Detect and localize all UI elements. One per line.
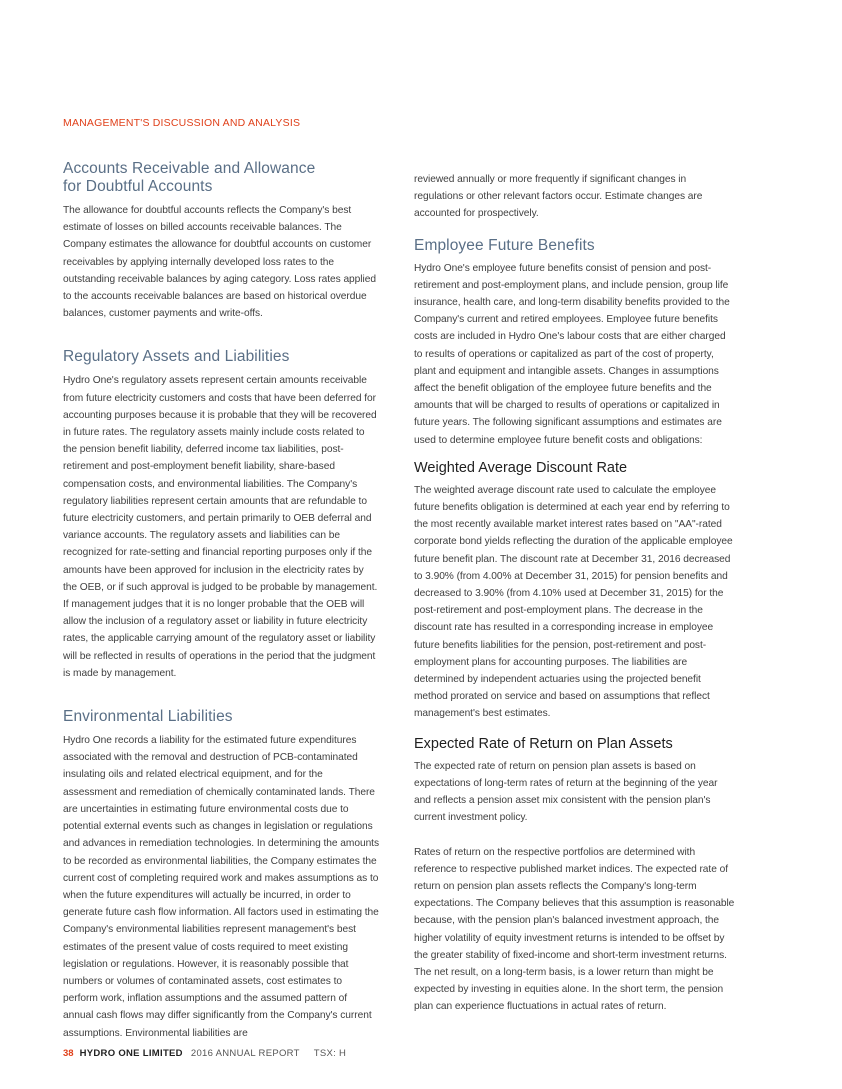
- footer-company: HYDRO ONE LIMITED: [79, 1048, 183, 1059]
- page-footer: [63, 1048, 346, 1059]
- paragraph-expected-return-1: The expected rate of return on pension plan assets is based on expectations of long-term rates of return at the beginning of the year and reflects a pension asset mix consistent with the pension plan's current investment policy.: [414, 760, 718, 824]
- footer-ticker: TSX: H: [313, 1048, 347, 1059]
- heading-accounts-receivable: Accounts Receivable and Allowance for Doubtful Accounts: [63, 160, 316, 195]
- paragraph-expected-return-2: Rates of return on the respective portfolios are determined with reference to respective published market indices. The expected rate of return on pension plan assets reflects the Company's long-term expectations. The Company believes that this assumption is reasonable because, with the pension plan's balanced investment approach, the higher volatility of equity investment returns is intended to be offset by the greater stability of fixed-income and short-term investment returns. The net result, on a long-term basis, is a lower return than might be expected by investing in equities alone. In the short term, the pension plan can experience fluctuations in actual rates of return.: [414, 846, 735, 1013]
- heading-discount-rate: Weighted Average Discount Rate: [414, 459, 628, 476]
- page-number: 38: [63, 1048, 74, 1059]
- section-header: MANAGEMENT'S DISCUSSION AND ANALYSIS: [63, 117, 301, 129]
- heading-expected-return: Expected Rate of Return on Plan Assets: [414, 735, 673, 752]
- paragraph-continued: reviewed annually or more frequently if significant changes in regulations or other relevant factors occur. Estimate changes are accounted for prospectively.: [414, 174, 703, 220]
- heading-regulatory-assets: Regulatory Assets and Liabilities: [63, 348, 290, 366]
- paragraph-employee-future-benefits: Hydro One's employee future benefits consist of pension and post-retirement and post-employment plans, and include pension, group life insurance, health care, and long-term disability benefits provided to the Company's current and retired employees. Employee future benefits costs are included in Hydro One's labour costs that are either charged to results of operations or capitalized as part of the cost of property, plant and equipment and intangible assets. Changes in assumptions affect the benefit obligation of the employee future benefits and the amounts that will be charged to results of operations or capitalized in future years. The following significant assumptions and estimates are used to determine employee future benefit costs and obligations:: [414, 262, 730, 446]
- paragraph-environmental-liabilities: Hydro One records a liability for the estimated future expenditures associated with the removal and destruction of PCB-contaminated insulating oils and related electrical equipment, and for the assessment and remediation of chemically contaminated lands. There are uncertainties in estimating future environmental costs due to potential external events such as changes in legislation or regulations and advances in remediation technologies. In determining the amounts to be recorded as environmental liabilities, the Company estimates the current cost of completing required work and makes assumptions as to when the future expenditures will actually be incurred, in order to generate future cash flow information. All factors used in estimating the Company's environmental liabilities represent management's best estimates of the present value of costs required to meet existing legislation or regulations. However, it is reasonably possible that numbers or volumes of contaminated assets, cost estimates to perform work, inflation assumptions and the assumed pattern of annual cash flows may differ significantly from the Company's current assumptions. Environmental liabilities are: [63, 735, 380, 1039]
- paragraph-accounts-receivable: The allowance for doubtful accounts reflects the Company's best estimate of losses on billed accounts receivable balances. The Company estimates the allowance for doubtful accounts on customer receivables by applying internally developed loss rates to the outstanding receivable balances by aging category. Loss rates applied to the accounts receivable balances are based on historical overdue balances, customer payments and write-offs.: [63, 205, 376, 320]
- left-column: [63, 160, 379, 1042]
- footer-report: 2016 ANNUAL REPORT: [190, 1048, 300, 1059]
- heading-environmental-liabilities: Environmental Liabilities: [63, 708, 233, 726]
- right-column: [414, 171, 736, 1016]
- paragraph-regulatory-assets: Hydro One's regulatory assets represent certain amounts receivable from future electricity customers and costs that have been deferred for accounting purposes because it is probable that they will be recovered in future rates. The regulatory assets mainly include costs related to the pension benefit liability, deferred income tax liabilities, post-retirement and post-employment benefit liability, share-based compensation costs, and environmental liabilities. The Company's regulatory liabilities represent certain amounts that are refundable to future electricity customers, and pertain primarily to OEB deferral and variance accounts. The regulatory assets and liabilities can be recognized for rate-setting and financial reporting purposes only if the amounts have been approved for inclusion in the electricity rates by the OEB, or if such approval is judged to be probable by management. If management judges that it is no longer probable that the OEB will allow the inclusion of a regulatory asset or liability in future electricity rates, the applicable carrying amount of the regulatory asset or liability will be reflected in results of operations in the period that the judgment is made by management.: [63, 375, 378, 679]
- heading-employee-future-benefits: Employee Future Benefits: [414, 236, 595, 254]
- paragraph-discount-rate: The weighted average discount rate used to calculate the employee future benefits obligation is determined at each year end by referring to the most recently available market interest rates based on "AA"-rated corporate bond yields reflecting the duration of the applicable employee future benefit plan. The discount rate at December 31, 2016 decreased to 3.90% (from 4.00% at December 31, 2015) for pension benefits and decreased to 3.90% (from 4.10% used at December 31, 2015) for the post-retirement and post-employment plans. The decrease in the discount rate has resulted in a corresponding increase in employee future benefits liabilities for the pension, post-retirement and post-employment plans for accounting purposes. The liabilities are determined by independent actuaries using the projected benefit method prorated on service and based on assumptions that reflect management's best estimates.: [414, 484, 733, 720]
